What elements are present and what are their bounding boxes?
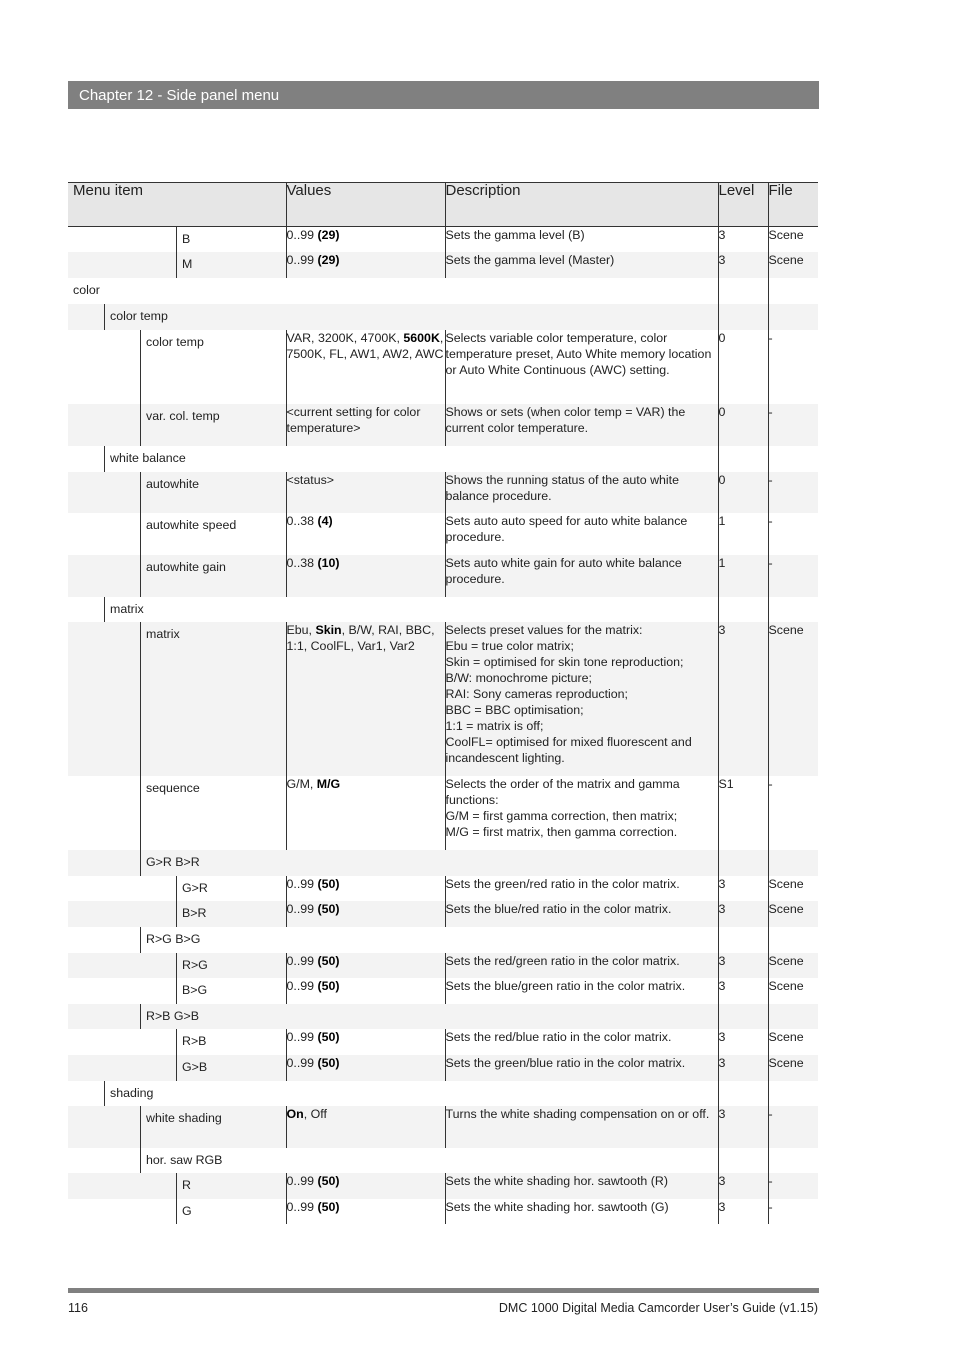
description-line: G/M = first gamma correction, then matrix; (445, 809, 678, 823)
section-row (68, 850, 818, 876)
section-row (68, 304, 818, 330)
description-cell (445, 901, 718, 927)
file-cell: - (768, 776, 818, 850)
menu-item-label: hor. saw RGB (140, 1148, 286, 1173)
description-cell (445, 227, 718, 253)
values-cell (286, 278, 445, 304)
table-row (68, 1029, 818, 1055)
value-text: <current setting for color temperature> (286, 405, 421, 435)
menu-item-label: var. col. temp (140, 404, 286, 446)
level-cell (718, 304, 768, 330)
description-line: Ebu = true color matrix; (445, 639, 574, 653)
menu-item-cell (68, 330, 286, 404)
default-value: (50) (317, 954, 340, 968)
description-cell (445, 472, 718, 513)
menu-item-label: autowhite speed (140, 513, 286, 555)
menu-item-cell (68, 472, 286, 513)
menu-item-cell (68, 927, 286, 953)
file-cell (768, 597, 818, 622)
table-row (68, 901, 818, 927)
description-line: Sets the gamma level (B) (445, 228, 585, 242)
file-cell: Scene (768, 876, 818, 901)
menu-item-label: B>G (176, 978, 286, 1004)
description-line: RAI: Sony cameras reproduction; (445, 687, 629, 701)
menu-item-label: R>G (176, 953, 286, 978)
table-body (68, 227, 818, 1225)
values-cell (286, 1081, 445, 1106)
menu-item-label: R (176, 1173, 286, 1199)
description-cell (445, 1004, 718, 1029)
values-cell (286, 1106, 445, 1148)
values-cell (286, 597, 445, 622)
description-cell (445, 876, 718, 901)
section-row (68, 278, 818, 304)
description-cell (445, 927, 718, 953)
description-cell (445, 978, 718, 1004)
values-cell (286, 622, 445, 776)
menu-item-label: color temp (104, 304, 286, 330)
menu-item-cell (68, 1199, 286, 1224)
menu-item-label: white balance (104, 446, 286, 472)
description-cell (445, 555, 718, 597)
file-cell: Scene (768, 1055, 818, 1081)
menu-table (68, 182, 818, 1224)
description-line: 1:1 = matrix is off; (445, 719, 544, 733)
values-cell (286, 876, 445, 901)
values-cell (286, 927, 445, 953)
menu-item-cell (68, 876, 286, 901)
table-row (68, 776, 818, 850)
values-cell (286, 404, 445, 446)
file-cell: Scene (768, 622, 818, 776)
description-cell (445, 330, 718, 404)
table-row (68, 1106, 818, 1148)
description-cell (445, 850, 718, 876)
description-cell (445, 953, 718, 978)
level-cell: 3 (718, 1173, 768, 1199)
value-text: 0..99 (286, 1030, 318, 1044)
value-text: 0..99 (286, 954, 318, 968)
column-header-level: Level (718, 183, 768, 227)
level-cell (718, 1081, 768, 1106)
menu-item-label: B>R (176, 901, 286, 927)
menu-item-cell (68, 1173, 286, 1199)
values-cell (286, 1199, 445, 1224)
values-cell (286, 304, 445, 330)
default-value: (29) (317, 228, 340, 242)
value-text: 0..99 (286, 253, 318, 267)
file-cell: Scene (768, 901, 818, 927)
description-cell (445, 1055, 718, 1081)
description-cell (445, 1029, 718, 1055)
menu-item-cell (68, 304, 286, 330)
chapter-title: Chapter 12 - Side panel menu (79, 87, 280, 104)
level-cell: 3 (718, 227, 768, 253)
page-number: 116 (68, 1301, 88, 1315)
level-cell: 0 (718, 404, 768, 446)
menu-item-cell (68, 776, 286, 850)
column-header-file: File (768, 183, 818, 227)
description-line: B/W: monochrome picture; (445, 671, 592, 685)
values-cell (286, 513, 445, 555)
file-cell (768, 1004, 818, 1029)
menu-item-label: R>B G>B (140, 1004, 286, 1029)
table-row (68, 978, 818, 1004)
description-line: M/G = first matrix, then gamma correction. (445, 825, 678, 839)
description-line: Sets the gamma level (Master) (445, 253, 615, 267)
description-line: Sets the blue/green ratio in the color matrix. (445, 979, 686, 993)
menu-item-cell (68, 555, 286, 597)
description-cell (445, 513, 718, 555)
table-header (68, 183, 818, 227)
default-value: 5600K (403, 331, 440, 345)
default-value: (10) (317, 556, 340, 570)
values-cell (286, 953, 445, 978)
menu-item-label: color (73, 283, 100, 297)
table-row (68, 1055, 818, 1081)
level-cell: 0 (718, 472, 768, 513)
level-cell: 3 (718, 1029, 768, 1055)
menu-item-label: G>B (176, 1055, 286, 1081)
column-header-values: Values (286, 183, 445, 227)
level-cell (718, 1148, 768, 1173)
level-cell: 3 (718, 901, 768, 927)
value-text: Ebu, (286, 623, 316, 637)
description-line: Sets the green/blue ratio in the color matrix. (445, 1056, 686, 1070)
description-line: Sets the blue/red ratio in the color matrix. (445, 902, 672, 916)
values-cell (286, 1004, 445, 1029)
menu-item-cell (68, 1081, 286, 1106)
menu-item-cell (68, 446, 286, 472)
menu-item-label: autowhite (140, 472, 286, 513)
description-cell (445, 1173, 718, 1199)
section-row (68, 927, 818, 953)
default-value: (50) (317, 1030, 340, 1044)
menu-item-label: M (176, 252, 286, 278)
table-row (68, 227, 818, 253)
value-text: 0..99 (286, 1056, 318, 1070)
file-cell: - (768, 513, 818, 555)
description-line: Turns the white shading compensation on or off. (445, 1107, 710, 1121)
file-cell (768, 446, 818, 472)
menu-item-cell (68, 252, 286, 278)
file-cell: - (768, 1173, 818, 1199)
default-value: M/G (316, 777, 341, 791)
description-line: Selects preset values for the matrix: (445, 623, 643, 637)
value-text: 0..99 (286, 877, 318, 891)
description-line: Sets the white shading hor. sawtooth (G) (445, 1200, 669, 1214)
menu-item-cell (68, 953, 286, 978)
chapter-header (68, 81, 819, 109)
description-cell (445, 404, 718, 446)
menu-item-label: matrix (104, 597, 286, 622)
menu-item-label: autowhite gain (140, 555, 286, 597)
value-text: 0..99 (286, 1200, 318, 1214)
level-cell: S1 (718, 776, 768, 850)
default-value: (29) (317, 253, 340, 267)
menu-item-cell (68, 1148, 286, 1173)
value-text: G/M, (286, 777, 317, 791)
values-cell (286, 446, 445, 472)
level-cell: 1 (718, 513, 768, 555)
menu-item-cell (68, 978, 286, 1004)
table-row (68, 404, 818, 446)
description-cell (445, 252, 718, 278)
description-line: Sets auto auto speed for auto white balance procedure. (445, 514, 688, 544)
description-line: CoolFL= optimised for mixed fluorescent and incandescent lighting. (445, 735, 692, 765)
description-line: Selects variable color temperature, color temperature preset, Auto White memory location or Auto White Continuous (AWC) setting. (445, 331, 712, 377)
value-text: 0..99 (286, 902, 318, 916)
file-cell: Scene (768, 227, 818, 253)
file-cell: - (768, 1106, 818, 1148)
table-row (68, 252, 818, 278)
level-cell (718, 278, 768, 304)
table-row (68, 330, 818, 404)
level-cell (718, 927, 768, 953)
description-cell (445, 1106, 718, 1148)
level-cell: 3 (718, 1055, 768, 1081)
description-line: Sets auto white gain for auto white balance procedure. (445, 556, 682, 586)
menu-item-label: B (176, 227, 286, 252)
section-row (68, 1081, 818, 1106)
value-text: <status> (286, 473, 335, 487)
values-cell (286, 850, 445, 876)
description-line: Shows the running status of the auto white balance procedure. (445, 473, 680, 503)
description-cell (445, 1148, 718, 1173)
value-text: 0..38 (286, 556, 318, 570)
description-cell (445, 304, 718, 330)
level-cell: 3 (718, 876, 768, 901)
menu-item-label: sequence (140, 776, 286, 850)
description-line: Sets the red/green ratio in the color matrix. (445, 954, 680, 968)
file-cell: Scene (768, 978, 818, 1004)
level-cell: 3 (718, 978, 768, 1004)
level-cell (718, 597, 768, 622)
file-cell: - (768, 330, 818, 404)
description-line: Skin = optimised for skin tone reproduction; (445, 655, 684, 669)
file-cell (768, 850, 818, 876)
default-value: (50) (317, 877, 340, 891)
document-title: DMC 1000 Digital Media Camcorder User’s Guide (v1.15) (498, 1301, 818, 1315)
value-text: 0..99 (286, 1174, 318, 1188)
description-cell (445, 278, 718, 304)
table-row (68, 472, 818, 513)
file-cell: - (768, 555, 818, 597)
menu-item-cell (68, 404, 286, 446)
values-cell (286, 252, 445, 278)
menu-item-label: color temp (140, 330, 286, 404)
values-cell (286, 1148, 445, 1173)
value-text: VAR, 3200K, 4700K, (286, 331, 404, 345)
values-cell (286, 1173, 445, 1199)
default-value: (50) (317, 1056, 340, 1070)
level-cell (718, 1004, 768, 1029)
description-line: Shows or sets (when color temp = VAR) the current color temperature. (445, 405, 686, 435)
value-text: 0..38 (286, 514, 318, 528)
section-row (68, 597, 818, 622)
menu-item-label: white shading (140, 1106, 286, 1148)
file-cell: Scene (768, 252, 818, 278)
menu-item-cell (68, 850, 286, 876)
menu-item-label: matrix (140, 622, 286, 776)
values-cell (286, 1055, 445, 1081)
menu-item-cell (68, 622, 286, 776)
section-row (68, 446, 818, 472)
description-line: BBC = BBC optimisation; (445, 703, 584, 717)
description-cell (445, 597, 718, 622)
level-cell (718, 446, 768, 472)
table-row (68, 622, 818, 776)
file-cell: Scene (768, 953, 818, 978)
file-cell: Scene (768, 1029, 818, 1055)
table-row (68, 1173, 818, 1199)
value-text: 0..99 (286, 228, 318, 242)
table-row (68, 953, 818, 978)
description-cell (445, 622, 718, 776)
values-cell (286, 978, 445, 1004)
values-cell (286, 776, 445, 850)
menu-item-cell (68, 597, 286, 622)
values-cell (286, 472, 445, 513)
file-cell (768, 278, 818, 304)
default-value: Skin (315, 623, 342, 637)
menu-item-cell (68, 1004, 286, 1029)
menu-item-label: R>G B>G (140, 927, 286, 953)
value-text: , Off (303, 1107, 327, 1121)
table-row (68, 555, 818, 597)
description-line: Selects the order of the matrix and gamma functions: (445, 777, 680, 807)
default-value: (50) (317, 979, 340, 993)
default-value: (50) (317, 902, 340, 916)
file-cell (768, 304, 818, 330)
table-row (68, 513, 818, 555)
menu-item-label: G>R B>R (140, 850, 286, 876)
level-cell: 1 (718, 555, 768, 597)
file-cell (768, 927, 818, 953)
level-cell: 3 (718, 1199, 768, 1224)
values-cell (286, 227, 445, 253)
menu-item-label: R>B (176, 1029, 286, 1055)
values-cell (286, 1029, 445, 1055)
menu-item-cell (68, 1106, 286, 1148)
file-cell: - (768, 1199, 818, 1224)
default-value: On (286, 1107, 304, 1121)
menu-item-label: G>R (176, 876, 286, 901)
values-cell (286, 330, 445, 404)
menu-item-cell (68, 1029, 286, 1055)
table-row (68, 1199, 818, 1224)
menu-item-label: shading (104, 1081, 286, 1106)
footer-rule (68, 1288, 819, 1293)
level-cell: 3 (718, 1106, 768, 1148)
file-cell: - (768, 404, 818, 446)
description-line: Sets the white shading hor. sawtooth (R) (445, 1174, 668, 1188)
menu-item-label: G (176, 1199, 286, 1224)
level-cell (718, 850, 768, 876)
values-cell (286, 901, 445, 927)
file-cell (768, 1148, 818, 1173)
table-row (68, 876, 818, 901)
menu-item-cell (68, 513, 286, 555)
level-cell: 3 (718, 953, 768, 978)
level-cell: 3 (718, 622, 768, 776)
menu-item-cell (68, 278, 286, 304)
section-row (68, 1004, 818, 1029)
default-value: (50) (317, 1174, 340, 1188)
description-cell (445, 1199, 718, 1224)
column-header-description: Description (445, 183, 718, 227)
description-line: Sets the red/blue ratio in the color matrix. (445, 1030, 672, 1044)
default-value: (4) (317, 514, 333, 528)
column-header-menu-item: Menu item (68, 183, 286, 227)
description-cell (445, 446, 718, 472)
file-cell (768, 1081, 818, 1106)
file-cell: - (768, 472, 818, 513)
default-value: (50) (317, 1200, 340, 1214)
value-text: 0..99 (286, 979, 318, 993)
description-cell (445, 1081, 718, 1106)
level-cell: 3 (718, 252, 768, 278)
menu-item-cell (68, 227, 286, 253)
values-cell (286, 555, 445, 597)
value-text: , 7500K, FL, AW1, AW2, AWC (286, 331, 444, 361)
description-cell (445, 776, 718, 850)
menu-item-cell (68, 901, 286, 927)
value-text: , B/W, RAI, BBC, 1:1, CoolFL, Var1, Var2 (286, 623, 435, 653)
menu-item-cell (68, 1055, 286, 1081)
level-cell: 0 (718, 330, 768, 404)
section-row (68, 1148, 818, 1173)
description-line: Sets the green/red ratio in the color matrix. (445, 877, 680, 891)
